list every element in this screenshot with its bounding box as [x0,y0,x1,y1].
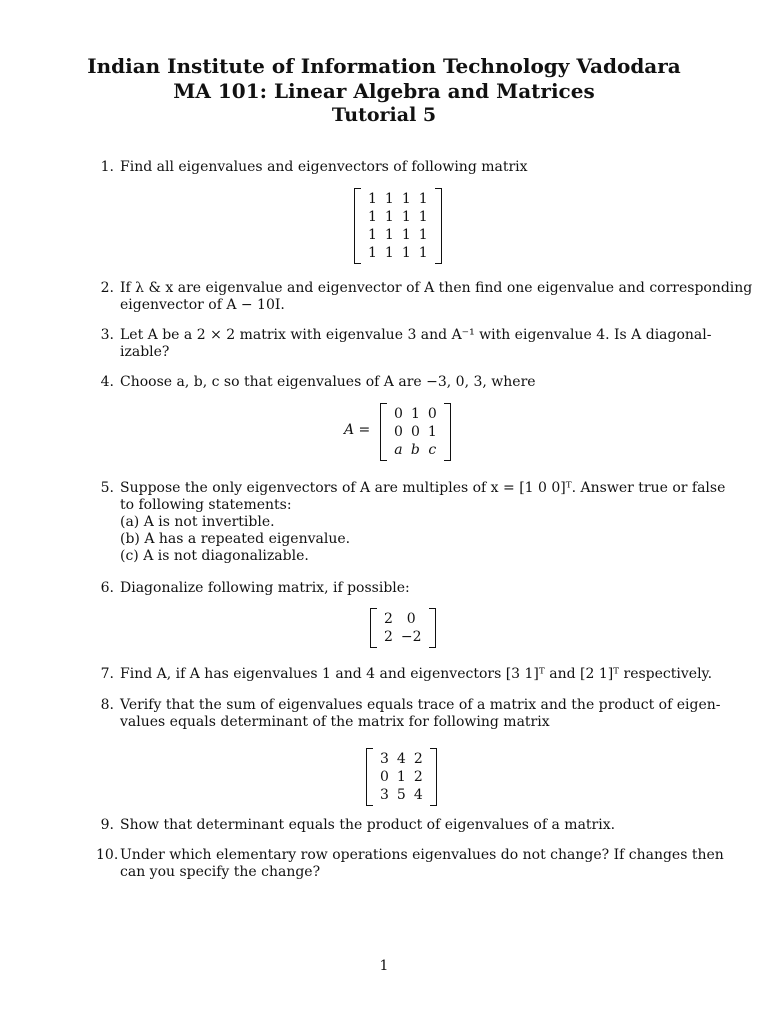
question-text-line: eigenvector of A − 10I. [120,297,285,313]
matrix-cell: 1 [427,424,437,440]
matrix-grid [364,190,432,262]
question-text-line: can you specify the change? [120,864,321,880]
matrix-cell: 0 [394,406,403,422]
matrix-cell: 2 [413,769,423,785]
institute-name: Indian Institute of Information Technology Vadodara [87,54,681,78]
matrix-q6 [370,608,436,648]
matrix-cell: −2 [400,629,422,645]
question-text: Show that determinant equals the product of eigenvalues of a matrix. [120,817,616,833]
document-header [0,54,768,126]
matrix-cell: 3 [380,751,389,767]
question-number: 4. [100,374,114,390]
right-bracket [430,748,437,806]
question-text-line: to following statements: [120,497,292,513]
question-text: Find A, if A has eigenvalues 1 and 4 and eigenvectors [3 1]ᵀ and [2 1]ᵀ respectively. [120,666,713,682]
question-number: 3. [100,327,114,343]
matrix-cell: 4 [413,787,423,803]
matrix-q8 [366,748,437,806]
left-bracket [370,608,377,648]
matrix-cell: 2 [384,629,393,645]
matrix-cell: 1 [368,227,377,243]
matrix-grid [390,405,441,459]
question-text-line: izable? [120,344,170,360]
question-text-line: If λ & x are eigenvalue and eigenvector of A then find one eigenvalue and corresponding [120,280,753,296]
question-number: 1. [100,159,114,175]
matrix-cell: 1 [368,191,377,207]
matrix-cell: 1 [384,191,394,207]
page-number: 1 [379,958,389,974]
matrix-cell: 1 [384,245,394,261]
matrix-cell: 1 [384,209,394,225]
statement-c: (c) A is not diagonalizable. [120,548,309,564]
tutorial-title: Tutorial 5 [331,104,437,126]
question-text: Choose a, b, c so that eigenvalues of A are −3, 0, 3, where [120,374,536,390]
matrix-cell: 1 [418,245,428,261]
matrix-cell: 1 [368,209,377,225]
matrix-cell: 0 [394,424,403,440]
matrix-grid [380,610,426,646]
question-number: 8. [100,697,114,713]
matrix-cell: 1 [410,406,420,422]
question-6 [96,580,696,597]
matrix-cell: 1 [401,227,411,243]
matrix-cell: 4 [396,751,406,767]
matrix-cell: 0 [427,406,437,422]
matrix-cell: a [394,442,403,458]
matrix-q1 [354,188,442,264]
question-text-line: Suppose the only eigenvectors of A are multiples of x = [1 0 0]ᵀ. Answer true or false [120,480,726,496]
statement-a: (a) A is not invertible. [120,514,275,530]
left-bracket [354,188,361,264]
question-10 [96,847,724,881]
right-bracket [444,403,451,461]
question-number: 5. [100,480,114,496]
matrix-cell: 1 [401,245,411,261]
matrix-q4 [380,403,451,461]
question-7 [96,666,713,683]
matrix-cell: 1 [418,191,428,207]
matrix-cell: 1 [418,209,428,225]
left-bracket [380,403,387,461]
question-text-line: Let A be a 2 × 2 matrix with eigenvalue 3 and A⁻¹ with eigenvalue 4. Is A diagonal- [120,327,712,343]
matrix-cell: 2 [384,611,393,627]
matrix-cell: 0 [380,769,389,785]
question-number: 2. [100,280,114,296]
question-5 [96,480,726,565]
matrix-grid [376,750,427,804]
left-bracket [366,748,373,806]
question-8 [96,697,721,731]
question-3 [96,327,712,361]
matrix-cell: 5 [396,787,406,803]
question-9 [96,817,696,834]
matrix-cell: 1 [368,245,377,261]
matrix-cell: 2 [413,751,423,767]
statement-b: (b) A has a repeated eigenvalue. [120,531,351,547]
matrix-cell: 1 [384,227,394,243]
matrix-cell: 3 [380,787,389,803]
question-text-line: values equals determinant of the matrix for following matrix [120,714,550,730]
matrix-cell: 1 [401,209,411,225]
right-bracket [429,608,436,648]
matrix-cell: 1 [396,769,406,785]
question-number: 9. [100,817,114,833]
question-1 [96,159,696,176]
question-number: 7. [100,666,114,682]
question-number: 10. [96,847,119,863]
course-title: MA 101: Linear Algebra and Matrices [173,79,595,103]
question-text-line: Under which elementary row operations eigenvalues do not change? If changes then [120,847,724,863]
matrix-cell: 1 [418,227,428,243]
question-4 [96,374,696,391]
question-text: Diagonalize following matrix, if possible: [120,580,410,596]
matrix-cell: c [428,442,437,458]
matrix-cell: 0 [410,424,420,440]
matrix-cell: 1 [401,191,411,207]
question-number: 6. [100,580,114,596]
right-bracket [435,188,442,264]
question-2 [96,280,753,314]
question-text-line: Verify that the sum of eigenvalues equals trace of a matrix and the product of eigen- [120,697,721,713]
question-text: Find all eigenvalues and eigenvectors of following matrix [120,159,528,175]
matrix-cell: 0 [406,611,416,627]
matrix-cell: b [410,442,420,458]
matrix-label: A = [344,422,371,438]
